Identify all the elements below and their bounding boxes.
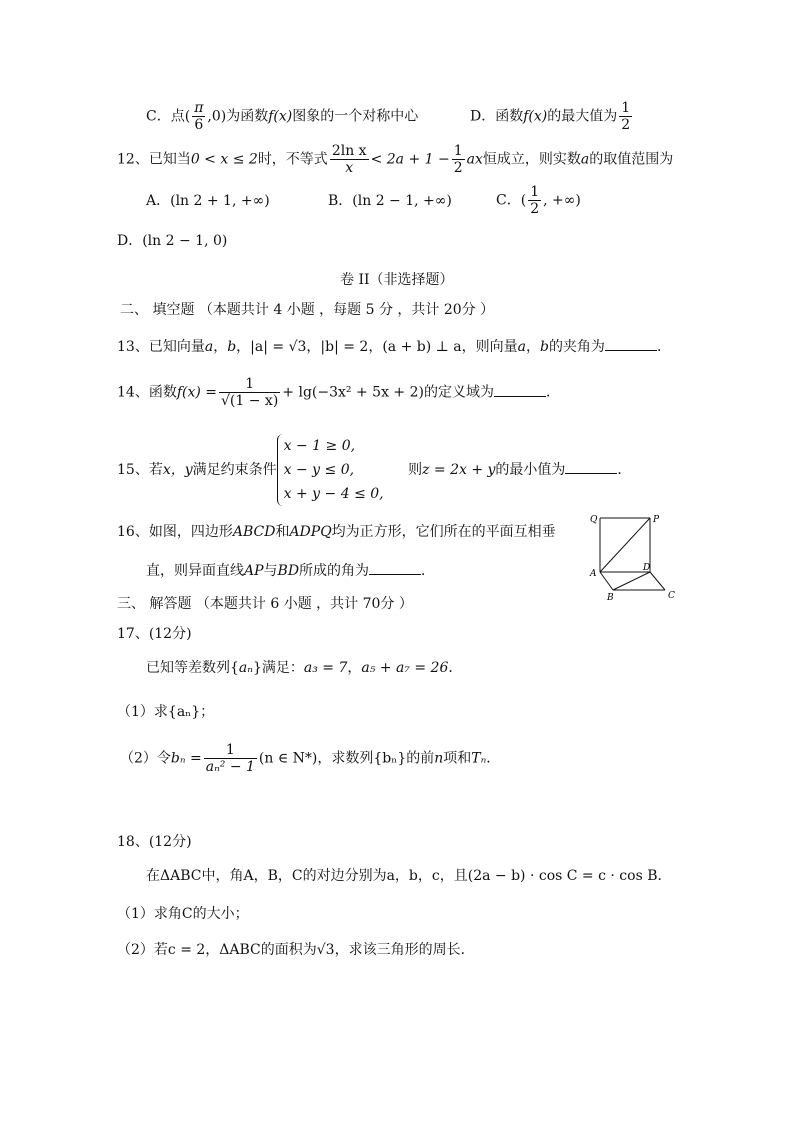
q16-answer-blank[interactable] xyxy=(369,562,421,575)
edge-bd xyxy=(613,572,650,590)
q13-vec-a-2: a xyxy=(517,339,526,355)
q12-ineq-mid: < 2a + 1 − xyxy=(370,151,450,168)
q15-pre: 15、若 xyxy=(117,462,163,478)
q18-part-2: （2）若c = 2，ΔABC的面积为√3，求该三角形的周长． xyxy=(117,942,475,958)
q14-end: ． xyxy=(545,384,560,401)
q17-p2-num: 1 xyxy=(204,742,257,759)
q12-ineq-den: x xyxy=(345,160,354,177)
q14-fraction xyxy=(219,376,280,409)
q11-c-frac-den: 6 xyxy=(194,117,204,134)
q17-p2-t: Tₙ xyxy=(471,750,487,767)
q17-cond-2: a₅ + a₇ = 26 xyxy=(361,660,449,676)
edge-ab xyxy=(600,572,613,590)
label-q: Q xyxy=(590,515,598,525)
q12-c-fraction xyxy=(528,184,541,217)
q11-c-tail: 图象的一个对称中心 xyxy=(292,108,419,125)
label-c: C xyxy=(668,591,675,601)
q16-ap: AP xyxy=(244,563,264,579)
q11-d-den: 2 xyxy=(621,117,631,134)
q15-obj-pre: 则 xyxy=(408,462,423,479)
label-d: D xyxy=(643,563,651,573)
q12-half-num: 1 xyxy=(453,143,463,159)
q12-c-den: 2 xyxy=(530,201,540,218)
q17-p2-end: ． xyxy=(486,750,501,767)
q15-objective: z = 2x + y xyxy=(422,462,496,479)
q13-vec-b: b xyxy=(227,339,237,355)
q17-p2-pre: （2）令 xyxy=(120,750,171,767)
q11-d-func: f(x) xyxy=(523,108,548,125)
q11-c-prefix: C．点( xyxy=(146,108,191,125)
q15-constraint-3: x + y − 4 ≤ 0, xyxy=(283,486,384,502)
q17-an: aₙ xyxy=(238,660,253,676)
q13-end: ． xyxy=(656,339,671,355)
q12-half-fraction xyxy=(452,143,465,176)
q11-c-post: ,0)为函数 xyxy=(207,108,269,125)
q17-heading: 17、(12分) xyxy=(117,626,192,642)
q14-post: + lg(−3x² + 5x + 2) xyxy=(282,384,424,401)
q15-vars: x，y xyxy=(162,462,193,478)
q13-pre: 13、已知向量 xyxy=(117,339,205,355)
q14-num: 1 xyxy=(219,376,280,393)
q17-p2-post: ，求数列{bₙ}的前 xyxy=(317,750,435,767)
q13-sep: ， xyxy=(213,339,228,355)
q12-stem-end: 的取值范围为 xyxy=(589,151,674,168)
q15-end: ． xyxy=(617,462,632,479)
q17-cond-1: a₃ = 7 xyxy=(303,660,348,676)
q14-den: √(1 − x) xyxy=(221,393,279,410)
q12-c-post: , +∞) xyxy=(543,192,581,209)
q12-option-d: D．(ln 2 − 1, 0) xyxy=(117,233,228,249)
q17-given xyxy=(146,660,462,677)
q12-stem-mid: 时，不等式 xyxy=(257,151,328,168)
q11-option-c xyxy=(146,100,418,133)
q12-stem-pre: 12、已知当 xyxy=(117,151,191,168)
q12-option-c xyxy=(496,184,581,217)
q15-text xyxy=(117,434,631,506)
q16-line2-post: 所成的角为 xyxy=(299,563,370,579)
q12-stem-post: 恒成立，则实数 xyxy=(482,151,581,168)
q14-pre: 14、函数 xyxy=(117,384,177,401)
q13-text xyxy=(117,338,671,356)
q13-post: 的夹角为 xyxy=(548,339,605,355)
q17-p2-den: aₙ² − 1 xyxy=(205,759,255,776)
part-three-heading: 三、 解答题 （本题共计 6 小题 ，共计 70分 ） xyxy=(117,596,413,612)
q15-obj-post: 的最小值为 xyxy=(495,462,566,479)
label-p: P xyxy=(653,515,660,525)
q17-end: ． xyxy=(448,660,463,676)
q15-constraint-2: x − y ≤ 0, xyxy=(283,462,355,478)
q12-option-a: A．(ln 2 + 1, +∞) xyxy=(146,193,270,209)
part-two-heading: 二、 填空题 （本题共计 4 小题 ，每题 5 分 ，共计 20分 ） xyxy=(120,302,495,318)
q14-func: f(x) = xyxy=(176,384,218,401)
q13-answer-blank[interactable] xyxy=(605,338,657,351)
label-a: A xyxy=(590,569,597,579)
q18-given: 在ΔABC中，角A，B，C的对边分别为a，b，c，且(2a − b) · cos C = c · cos B． xyxy=(146,868,672,884)
q17-p2-fraction xyxy=(204,742,257,775)
q11-c-func: f(x) xyxy=(268,108,293,125)
q13-vec-b-2: b xyxy=(539,339,549,355)
q12-stem xyxy=(117,143,673,176)
q17-p2-tail: 项和 xyxy=(443,750,472,767)
q16-line1-pre: 16、如图，四边形 xyxy=(117,524,233,540)
q12-option-b: B．(ln 2 − 1, +∞) xyxy=(328,193,452,209)
q12-ineq-fraction xyxy=(330,143,369,176)
q16-end: ． xyxy=(421,563,436,579)
q16-line-2 xyxy=(146,562,435,580)
q16-with: 与 xyxy=(263,563,278,579)
q11-d-mid: 的最大值为 xyxy=(547,108,618,125)
q16-and: 和 xyxy=(275,524,290,540)
q13-sep-2: ， xyxy=(525,339,540,355)
q11-c-fraction xyxy=(192,100,205,133)
q17-p2-n: n xyxy=(434,750,444,767)
q13-vec-a: a xyxy=(204,339,214,355)
q11-option-d xyxy=(470,100,634,133)
edge-dc xyxy=(650,572,665,590)
q12-var: a xyxy=(580,151,590,168)
q11-d-num: 1 xyxy=(621,100,631,116)
q12-condition: 0 < x ≤ 2 xyxy=(190,151,258,168)
q14-text xyxy=(117,376,560,409)
q11-d-fraction xyxy=(619,100,632,133)
q14-answer-blank[interactable] xyxy=(494,384,546,397)
q16-abcd: ABCD xyxy=(232,524,276,540)
q13-mid: ，|a| = √3，|b| = 2，(a + b) ⊥ a，则向量 xyxy=(236,339,518,355)
q14-tail: 的定义域为 xyxy=(423,384,494,401)
q17-p2-cond: (n ∈ N*) xyxy=(258,750,318,767)
q16-adpq: ADPQ xyxy=(289,524,332,540)
q16-line1-post: 均为正方形，它们所在的平面互相垂 xyxy=(331,524,556,540)
q16-geometry-figure xyxy=(585,510,685,602)
q17-part-2 xyxy=(120,742,500,775)
q16-line2-pre: 直，则异面直线 xyxy=(146,563,244,579)
q17-given-mid: }满足： xyxy=(252,660,304,676)
q17-given-pre: 已知等差数列{ xyxy=(146,660,239,676)
q17-p2-b: bₙ = xyxy=(170,750,202,767)
q18-heading: 18、(12分) xyxy=(117,834,192,850)
q15-constraint-1: x − 1 ≥ 0, xyxy=(283,438,356,454)
q15-answer-blank[interactable] xyxy=(565,461,617,474)
q12-c-num: 1 xyxy=(530,184,540,200)
q12-ineq-num: 2ln x xyxy=(331,143,367,159)
section-title: 卷 II（非选择题） xyxy=(340,272,454,288)
q18-part-1: （1）求角C的大小； xyxy=(117,906,249,922)
q12-half-den: 2 xyxy=(453,160,463,177)
q16-line-1 xyxy=(117,524,556,541)
q12-ineq-tail: ax xyxy=(466,151,483,168)
q15-mid: 满足约束条件 xyxy=(192,462,277,478)
q11-d-prefix: D．函数 xyxy=(470,108,524,125)
q16-bd: BD xyxy=(277,563,300,579)
q15-constraint-system xyxy=(277,434,384,506)
q11-c-frac-num: π xyxy=(194,100,204,116)
q12-c-pre: C．( xyxy=(496,192,527,209)
q17-part-1: （1）求{aₙ}； xyxy=(117,704,215,720)
label-b: B xyxy=(607,593,614,602)
q17-sep: ， xyxy=(347,660,362,676)
